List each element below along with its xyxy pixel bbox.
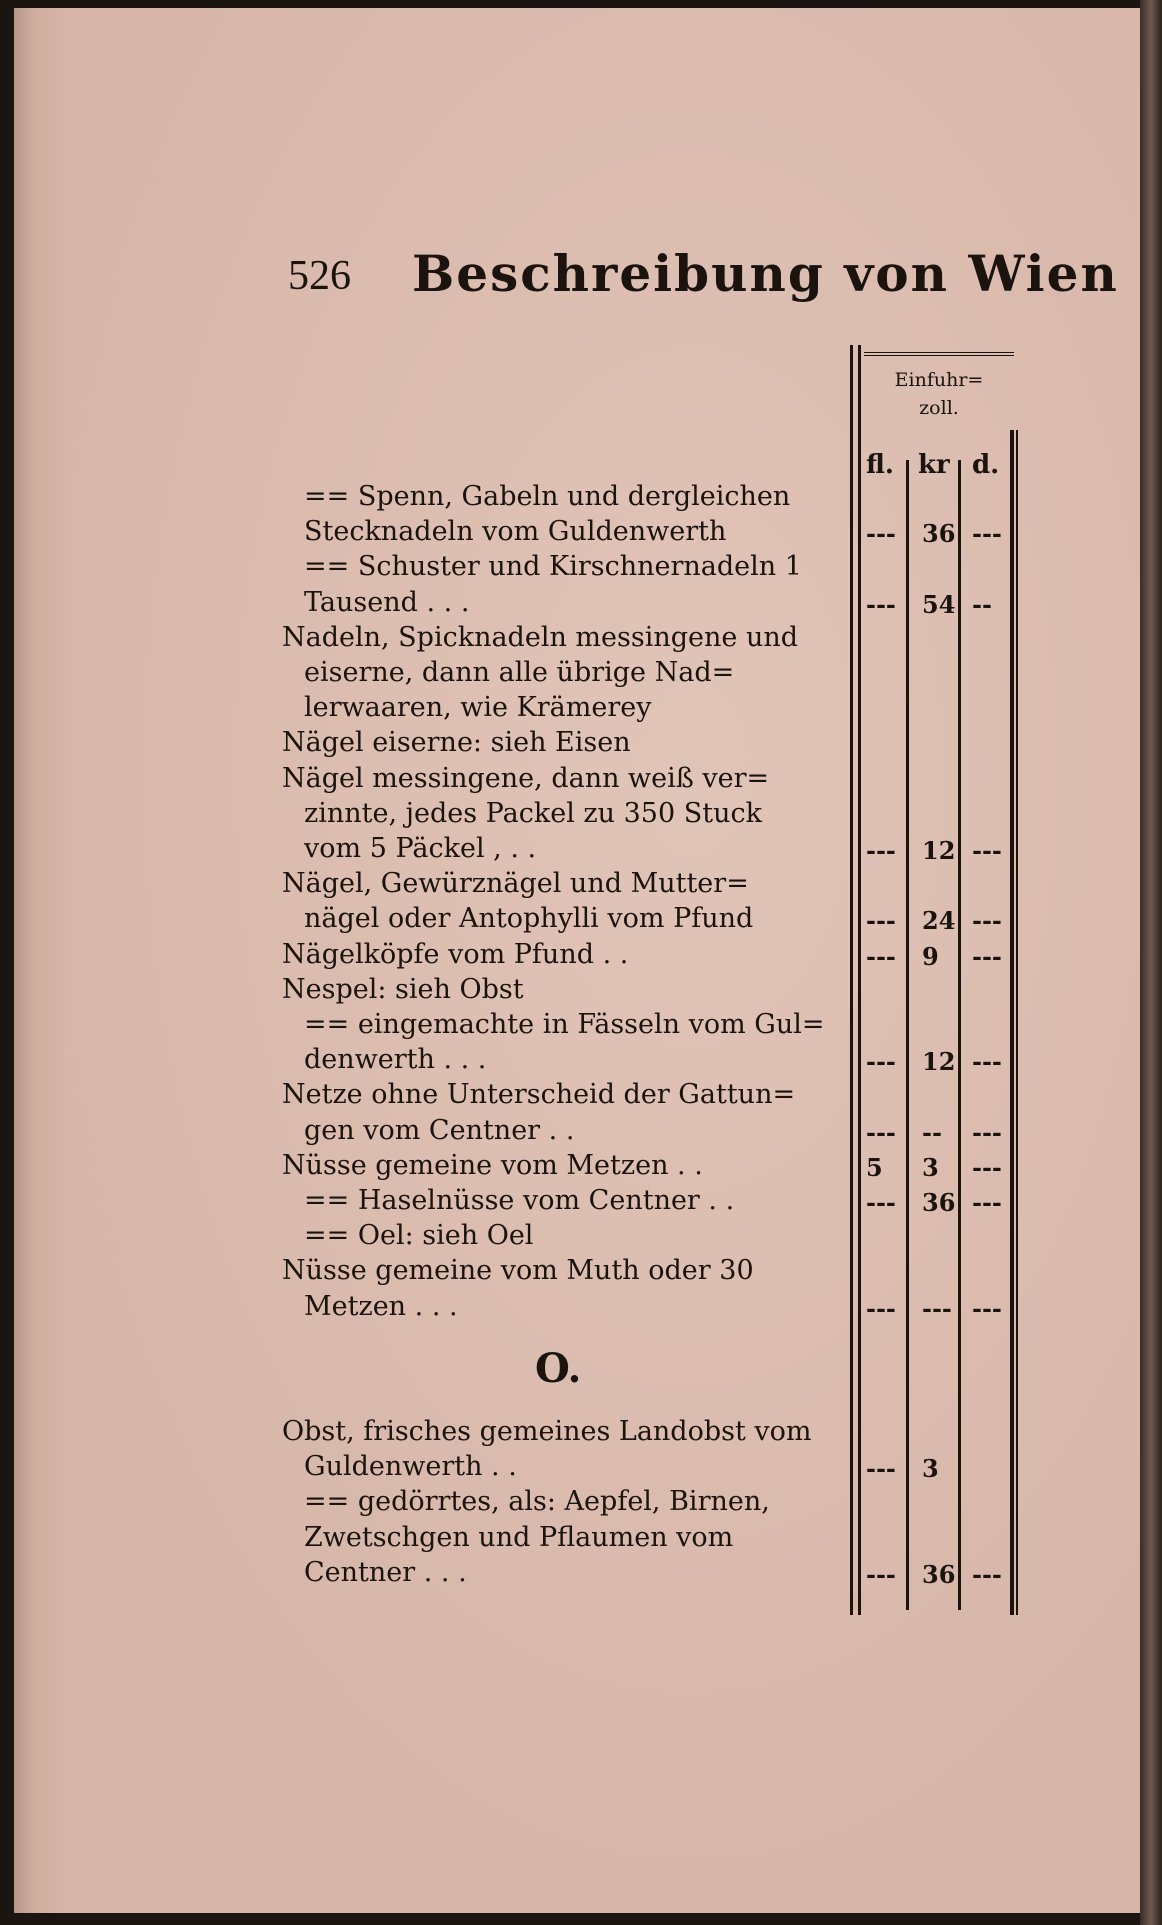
entry-line: Nüsse gemeine vom Metzen . . bbox=[282, 1149, 703, 1181]
duty-kr-value: --- bbox=[922, 1293, 952, 1323]
entry-line: lerwaaren, wie Krämerey bbox=[304, 692, 652, 724]
entry-line: Nägel, Gewürznägel und Mutter= bbox=[282, 868, 749, 900]
duty-d-value: --- bbox=[972, 1293, 1002, 1323]
table-rule-right-2 bbox=[1016, 430, 1018, 1615]
duty-kr-value: 12 bbox=[922, 836, 956, 865]
duty-fl-value: --- bbox=[866, 519, 896, 549]
duty-fl-value: --- bbox=[866, 589, 896, 619]
entry-line: == Spenn, Gabeln und dergleichen bbox=[304, 481, 791, 512]
entry-line: denwerth . . . bbox=[304, 1044, 487, 1076]
entry-line: == Haselnüsse vom Centner . . bbox=[304, 1185, 735, 1216]
section-heading-o: O. bbox=[535, 1345, 582, 1392]
duty-fl-value: --- bbox=[866, 1047, 896, 1077]
duty-kr-value: 3 bbox=[922, 1152, 939, 1182]
entry-line: == Schuster und Kirschnernadeln 1 bbox=[304, 551, 802, 583]
entry-line: Tausend . . . bbox=[304, 586, 470, 618]
entry-line: Centner . . . bbox=[304, 1556, 467, 1588]
duty-d-value: --- bbox=[972, 1559, 1002, 1589]
entry-line: Netze ohne Unterscheid der Gattun= bbox=[282, 1079, 796, 1111]
duty-kr-value: 54 bbox=[922, 589, 956, 619]
unit-kr: kr bbox=[918, 450, 950, 480]
duty-label-line1: Einfuhr= bbox=[894, 369, 984, 391]
duty-kr-value: 36 bbox=[922, 519, 956, 549]
duty-d-value: -- bbox=[972, 589, 992, 619]
duty-fl-value: --- bbox=[866, 836, 896, 865]
page-title: Beschreibung von Wien bbox=[412, 244, 1119, 303]
duty-d-value: --- bbox=[972, 836, 1002, 865]
duty-column-header bbox=[864, 352, 1014, 438]
table-rule-right bbox=[1010, 430, 1014, 1615]
entry-line: Nespel: sieh Obst bbox=[282, 973, 524, 1005]
duty-fl-value: --- bbox=[866, 1559, 896, 1589]
duty-d-value: --- bbox=[972, 1117, 1002, 1147]
duty-fl-value: --- bbox=[866, 1293, 896, 1323]
entry-line: nägel oder Antophylli vom Pfund bbox=[304, 903, 754, 935]
duty-fl-value: --- bbox=[866, 906, 896, 936]
entry-line: Nägel messingene, dann weiß ver= bbox=[282, 762, 770, 794]
entry-line: Nadeln, Spicknadeln messingene und bbox=[282, 621, 799, 653]
entry-line: Obst, frisches gemeines Landobst vom bbox=[282, 1416, 812, 1447]
duty-kr-value: 24 bbox=[922, 906, 956, 936]
duty-d-value: --- bbox=[972, 1152, 1002, 1182]
duty-fl-value: 5 bbox=[866, 1152, 883, 1182]
duty-kr-value: -- bbox=[922, 1117, 942, 1147]
entry-line: Nüsse gemeine vom Muth oder 30 bbox=[282, 1255, 754, 1287]
duty-d-value: --- bbox=[972, 519, 1002, 549]
duty-fl-value: --- bbox=[866, 941, 896, 971]
duty-d-value: --- bbox=[972, 941, 1002, 971]
table-rule-fl bbox=[906, 460, 909, 1610]
entry-line: eiserne, dann alle übrige Nad= bbox=[304, 657, 735, 688]
duty-d-value: --- bbox=[972, 1188, 1002, 1217]
entry-line: Stecknadeln vom Guldenwerth bbox=[304, 516, 727, 548]
duty-d-value: --- bbox=[972, 1047, 1002, 1077]
duty-fl-value: --- bbox=[866, 1188, 896, 1217]
table-rule-kr bbox=[958, 460, 961, 1610]
duty-kr-value: 9 bbox=[922, 941, 939, 971]
duty-kr-value: 12 bbox=[922, 1047, 956, 1077]
running-header bbox=[0, 240, 1162, 310]
duty-kr-value: 36 bbox=[922, 1188, 956, 1217]
duty-label-line2: zoll. bbox=[919, 397, 959, 419]
entry-line: Zwetschgen und Pflaumen vom bbox=[304, 1521, 734, 1553]
page-number: 526 bbox=[288, 253, 351, 299]
entry-line: Guldenwerth . . bbox=[304, 1451, 517, 1483]
duty-kr-value: 36 bbox=[922, 1559, 956, 1589]
entry-line: vom 5 Päckel , . . bbox=[304, 833, 537, 864]
entry-line: Nägelköpfe vom Pfund . . bbox=[282, 938, 629, 970]
duty-fl-value: --- bbox=[866, 1454, 896, 1484]
duty-fl-value: --- bbox=[866, 1117, 896, 1147]
entry-line: Nägel eiserne: sieh Eisen bbox=[282, 727, 631, 759]
unit-fl: fl. bbox=[866, 450, 894, 480]
entry-line: zinnte, jedes Packel zu 350 Stuck bbox=[304, 797, 762, 829]
entry-line: Metzen . . . bbox=[304, 1290, 458, 1322]
entry-line: gen vom Centner . . bbox=[304, 1114, 575, 1146]
unit-d: d. bbox=[972, 450, 1000, 480]
entry-line: == eingemachte in Fässeln vom Gul= bbox=[304, 1009, 825, 1040]
entry-line: == gedörrtes, als: Aepfel, Birnen, bbox=[304, 1486, 770, 1518]
duty-kr-value: 3 bbox=[922, 1454, 939, 1484]
entry-line: == Oel: sieh Oel bbox=[304, 1220, 534, 1252]
duty-d-value: --- bbox=[972, 906, 1002, 936]
